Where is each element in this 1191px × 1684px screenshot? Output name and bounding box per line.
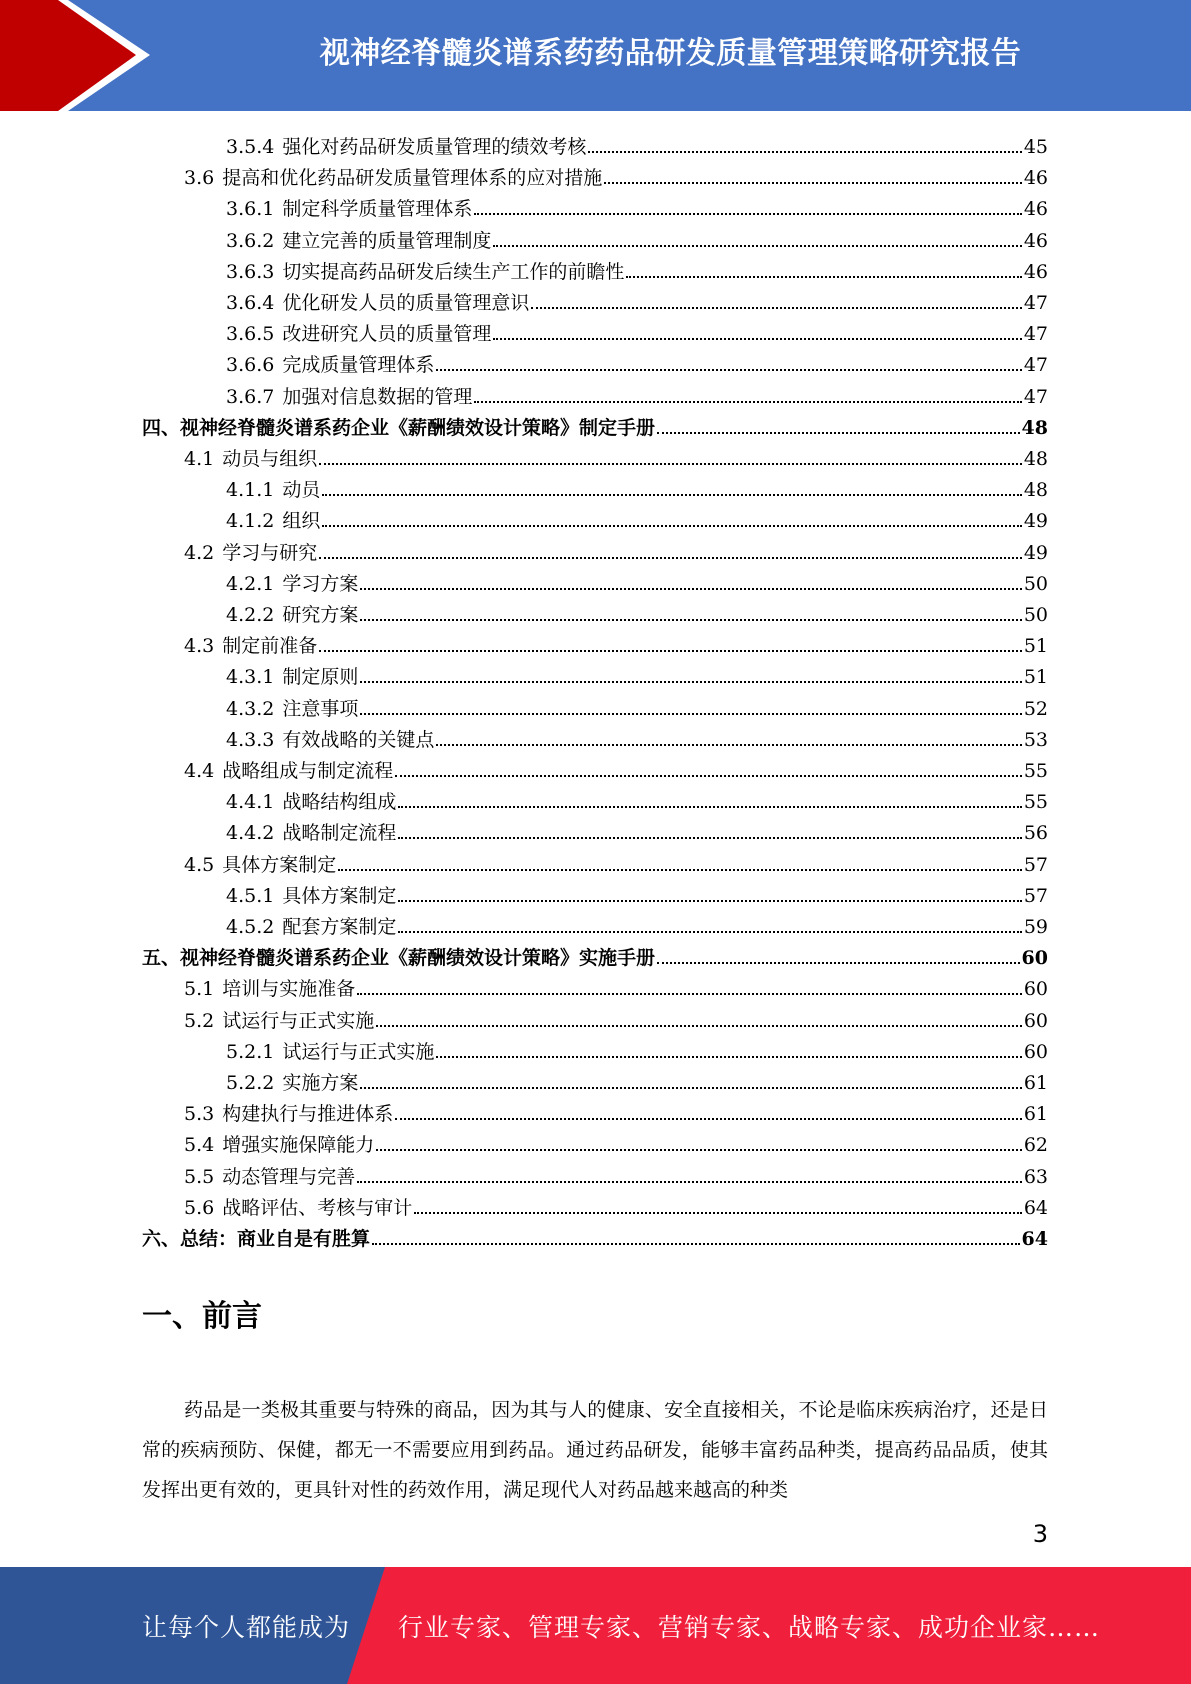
toc-entry-page: 59: [1023, 916, 1048, 938]
toc-entry-number: 4.5: [184, 853, 215, 876]
toc-entry-page: 45: [1023, 136, 1048, 158]
toc-entry-title: 提高和优化药品研发质量管理体系的应对措施: [222, 167, 603, 190]
toc-entry-number: 5.6: [184, 1196, 215, 1219]
toc-entry-number: 4.1.2: [226, 510, 275, 533]
toc-entry-title: 制定科学质量管理体系: [282, 198, 473, 221]
toc-entry-number: 3.6.1: [226, 198, 275, 221]
toc-entry-page: 46: [1023, 229, 1048, 252]
page-footer: [0, 1567, 1191, 1684]
toc-leader-dots: [398, 806, 1021, 808]
toc-entry-page: 60: [1023, 978, 1048, 1001]
toc-entry-title: 有效战略的关键点: [282, 728, 435, 751]
toc-entry-title: 动员与组织: [222, 448, 318, 470]
toc-entry-number: 3.6.4: [226, 292, 275, 314]
toc-leader-dots: [493, 338, 1021, 340]
toc-entry-page: 51: [1023, 635, 1048, 658]
toc-leader-dots: [360, 681, 1021, 683]
toc-entry-page: 51: [1023, 666, 1048, 689]
toc-entry[interactable]: [226, 782, 1048, 813]
toc-entry[interactable]: [184, 969, 1048, 1000]
toc-entry-number: 3.6.7: [226, 385, 275, 408]
toc-entry-page: 48: [1021, 416, 1048, 439]
toc-entry-page: 57: [1023, 853, 1048, 876]
toc-entry-number: 5.2: [184, 1009, 215, 1032]
toc-entry[interactable]: [184, 439, 1048, 470]
toc-entry[interactable]: [226, 907, 1048, 938]
toc-entry[interactable]: [226, 345, 1048, 376]
toc-leader-dots: [357, 993, 1022, 995]
section-heading: 一、前言: [142, 1299, 262, 1334]
toc-entry[interactable]: [184, 1157, 1048, 1188]
toc-entry[interactable]: [184, 1188, 1048, 1219]
toc-entry-number: 5.1: [184, 978, 215, 1001]
toc-entry-page: 55: [1023, 760, 1048, 782]
toc-entry[interactable]: [226, 1063, 1048, 1094]
toc-entry-number: 4.4.1: [226, 791, 275, 814]
toc-entry-title: 构建执行与推进体系: [222, 1103, 394, 1126]
toc-leader-dots: [657, 432, 1020, 434]
toc-entry-number: 5.5: [184, 1165, 215, 1188]
toc-entry[interactable]: [184, 533, 1048, 564]
toc-leader-dots: [436, 369, 1021, 371]
toc-leader-dots: [360, 619, 1021, 621]
toc-entry-page: 57: [1023, 884, 1048, 907]
toc-entry[interactable]: [226, 314, 1048, 345]
toc-entry-page: 61: [1023, 1072, 1048, 1094]
toc-entry-number: 4.3.2: [226, 697, 275, 720]
toc-entry-page: 62: [1023, 1134, 1048, 1157]
toc-entry[interactable]: [142, 938, 1048, 969]
toc-entry-page: 56: [1023, 822, 1048, 845]
toc-entry-title: 制定前准备: [222, 635, 318, 658]
toc-entry-page: 50: [1023, 572, 1048, 595]
toc-entry-number: 3.5.4: [226, 136, 275, 158]
toc-entry-title: 总结：商业自是有胜算: [180, 1228, 371, 1250]
toc-entry-page: 49: [1023, 510, 1048, 533]
toc-entry-number: 六、: [142, 1228, 181, 1250]
toc-entry-page: 60: [1023, 1009, 1048, 1032]
toc-leader-dots: [360, 588, 1021, 590]
toc-entry-title: 制定原则: [282, 666, 359, 689]
toc-entry-number: 五、: [142, 947, 181, 970]
toc-entry-title: 配套方案制定: [282, 916, 397, 938]
toc-entry-page: 60: [1023, 1040, 1048, 1063]
toc-entry-page: 52: [1023, 697, 1048, 720]
toc-entry-number: 4.2: [184, 541, 215, 564]
toc-entry-title: 完成质量管理体系: [282, 354, 435, 377]
toc-entry[interactable]: [226, 189, 1048, 220]
toc-entry-number: 四、: [142, 416, 181, 439]
toc-entry-page: 63: [1023, 1165, 1048, 1188]
toc-entry-number: 5.2.1: [226, 1040, 275, 1063]
toc-entry-title: 建立完善的质量管理制度: [282, 229, 492, 252]
toc-entry-title: 动员: [282, 479, 321, 502]
toc-entry-number: 4.1.1: [226, 479, 275, 502]
toc-leader-dots: [322, 494, 1021, 496]
toc-entry[interactable]: [142, 408, 1048, 439]
toc-leader-dots: [338, 869, 1022, 871]
toc-entry-page: 47: [1023, 354, 1048, 377]
toc-entry-number: 4.3.1: [226, 666, 275, 689]
toc-entry[interactable]: [226, 127, 1048, 158]
toc-entry-page: 47: [1023, 323, 1048, 346]
toc-leader-dots: [436, 744, 1021, 746]
toc-entry[interactable]: [226, 689, 1048, 720]
toc-entry[interactable]: [226, 876, 1048, 907]
toc-entry[interactable]: [226, 720, 1048, 751]
toc-entry-number: 3.6: [184, 167, 215, 190]
toc-leader-dots: [319, 557, 1022, 559]
toc-entry[interactable]: [184, 1125, 1048, 1156]
page-header: [0, 0, 1191, 111]
toc-entry[interactable]: [184, 1001, 1048, 1032]
toc-leader-dots: [474, 213, 1021, 215]
toc-entry[interactable]: [226, 377, 1048, 408]
toc-entry-page: 46: [1023, 198, 1048, 221]
toc-entry[interactable]: [226, 595, 1048, 626]
toc-entry-number: 4.3.3: [226, 728, 275, 751]
toc-entry[interactable]: [226, 1032, 1048, 1063]
toc-entry[interactable]: [226, 501, 1048, 532]
toc-leader-dots: [531, 307, 1021, 309]
toc-entry-title: 学习方案: [282, 572, 359, 595]
toc-entry-title: 视神经脊髓炎谱系药企业《薪酬绩效设计策略》实施手册: [180, 947, 656, 970]
body-paragraph: 药品是一类极其重要与特殊的商品，因为其与人的健康、安全直接相关，不论是临床疾病治疗，还是日常的疾病预防、保健，都无一不需要应用到药品。通过药品研发，能够丰富药品种类，提高药品品质，使其发挥出更有效的，更具针对性的药效作用，满足现代人对药品越来越高的种类: [142, 1399, 1048, 1501]
toc-leader-dots: [657, 962, 1020, 964]
toc-entry-number: 3.6.3: [226, 260, 275, 283]
toc-entry-title: 改进研究人员的质量管理: [282, 323, 492, 346]
toc-leader-dots: [376, 1025, 1022, 1027]
toc-entry[interactable]: [184, 1094, 1048, 1125]
toc-leader-dots: [398, 931, 1021, 933]
toc-leader-dots: [395, 1118, 1022, 1120]
toc-entry-page: 48: [1023, 479, 1048, 502]
toc-entry[interactable]: [142, 1219, 1048, 1250]
toc-entry-title: 研究方案: [282, 604, 359, 626]
toc-entry-number: 5.4: [184, 1134, 215, 1157]
toc-entry[interactable]: [226, 283, 1048, 314]
toc-entry-number: 3.6.2: [226, 229, 275, 252]
page-number: 3: [1032, 1520, 1048, 1548]
toc-entry[interactable]: [184, 845, 1048, 876]
toc-entry-number: 4.4.2: [226, 822, 275, 845]
toc-entry-title: 战略评估、考核与审计: [222, 1196, 413, 1219]
toc-entry[interactable]: [226, 221, 1048, 252]
toc-entry-page: 48: [1023, 448, 1048, 470]
footer-slogan-left: 让每个人都能成为: [142, 1612, 351, 1642]
toc-entry[interactable]: [226, 657, 1048, 688]
toc-entry[interactable]: [226, 470, 1048, 501]
toc-entry-title: 实施方案: [282, 1072, 359, 1094]
toc-entry-page: 47: [1023, 385, 1048, 408]
toc-entry-title: 战略制定流程: [282, 822, 397, 845]
toc-leader-dots: [493, 245, 1021, 247]
toc-entry-title: 试运行与正式实施: [282, 1040, 435, 1063]
header-title: 视神经脊髓炎谱系药药品研发质量管理策略研究报告: [319, 36, 1022, 71]
toc-entry-page: 46: [1023, 167, 1048, 190]
toc-leader-dots: [414, 1212, 1022, 1214]
toc-entry-number: 3.6.5: [226, 323, 275, 346]
toc-entry-number: 5.2.2: [226, 1072, 275, 1094]
toc-entry-number: 4.5.2: [226, 916, 275, 938]
toc-entry-page: 53: [1023, 728, 1048, 751]
toc-entry-title: 加强对信息数据的管理: [282, 385, 473, 408]
toc-entry-number: 4.2.1: [226, 572, 275, 595]
toc-leader-dots: [322, 525, 1021, 527]
toc-entry-page: 49: [1023, 541, 1048, 564]
toc-entry-page: 47: [1023, 292, 1048, 314]
toc-entry-page: 64: [1023, 1196, 1048, 1219]
toc-entry[interactable]: [184, 158, 1048, 189]
toc-entry-page: 64: [1021, 1228, 1048, 1250]
toc-leader-dots: [436, 1056, 1021, 1058]
toc-entry-title: 优化研发人员的质量管理意识: [282, 292, 530, 314]
toc-entry-number: 3.6.6: [226, 354, 275, 377]
toc-leader-dots: [360, 1087, 1021, 1089]
toc-entry[interactable]: [184, 751, 1048, 782]
toc-leader-dots: [398, 837, 1021, 839]
header-chevron-icon: [0, 0, 150, 111]
toc-entry-number: 4.4: [184, 760, 215, 782]
toc-entry-number: 4.3: [184, 635, 215, 658]
toc-leader-dots: [319, 463, 1022, 465]
toc-leader-dots: [376, 1149, 1022, 1151]
toc-entry-title: 具体方案制定: [222, 853, 337, 876]
toc-entry-page: 55: [1023, 791, 1048, 814]
toc-entry-title: 试运行与正式实施: [222, 1009, 375, 1032]
toc-entry-number: 4.1: [184, 448, 215, 470]
toc-entry-title: 增强实施保障能力: [222, 1134, 375, 1157]
toc-entry-title: 动态管理与完善: [222, 1165, 356, 1188]
toc-leader-dots: [319, 650, 1022, 652]
toc-leader-dots: [588, 151, 1021, 153]
toc-entry-title: 组织: [282, 510, 321, 533]
toc-entry-title: 培训与实施准备: [222, 978, 356, 1001]
toc-entry-title: 强化对药品研发质量管理的绩效考核: [282, 136, 587, 158]
toc-entry-page: 61: [1023, 1103, 1048, 1126]
toc-leader-dots: [398, 900, 1021, 902]
toc-entry-title: 具体方案制定: [282, 884, 397, 907]
toc-entry-title: 视神经脊髓炎谱系药企业《薪酬绩效设计策略》制定手册: [180, 416, 656, 439]
toc-entry[interactable]: [226, 564, 1048, 595]
toc-leader-dots: [626, 276, 1021, 278]
footer-slogan-right: 行业专家、管理专家、营销专家、战略专家、成功企业家……: [398, 1612, 1101, 1642]
toc-entry-number: 4.5.1: [226, 884, 275, 907]
toc-leader-dots: [604, 182, 1022, 184]
toc-entry-number: 4.2.2: [226, 604, 275, 626]
toc-entry-title: 注意事项: [282, 697, 359, 720]
toc-entry-title: 战略结构组成: [282, 791, 397, 814]
toc-entry-title: 战略组成与制定流程: [222, 760, 394, 782]
toc-entry-page: 50: [1023, 604, 1048, 626]
toc-leader-dots: [360, 713, 1021, 715]
toc-leader-dots: [395, 775, 1022, 777]
toc-leader-dots: [474, 401, 1021, 403]
toc-entry-page: 60: [1021, 947, 1048, 970]
toc-entry[interactable]: [226, 813, 1048, 844]
toc-leader-dots: [372, 1243, 1020, 1245]
toc-leader-dots: [357, 1181, 1022, 1183]
toc-entry[interactable]: [226, 252, 1048, 283]
toc-entry-number: 5.3: [184, 1103, 215, 1126]
toc-entry[interactable]: [184, 626, 1048, 657]
toc-entry-page: 46: [1023, 260, 1048, 283]
toc-entry-title: 切实提高药品研发后续生产工作的前瞻性: [282, 260, 625, 283]
toc-entry-title: 学习与研究: [222, 541, 318, 564]
